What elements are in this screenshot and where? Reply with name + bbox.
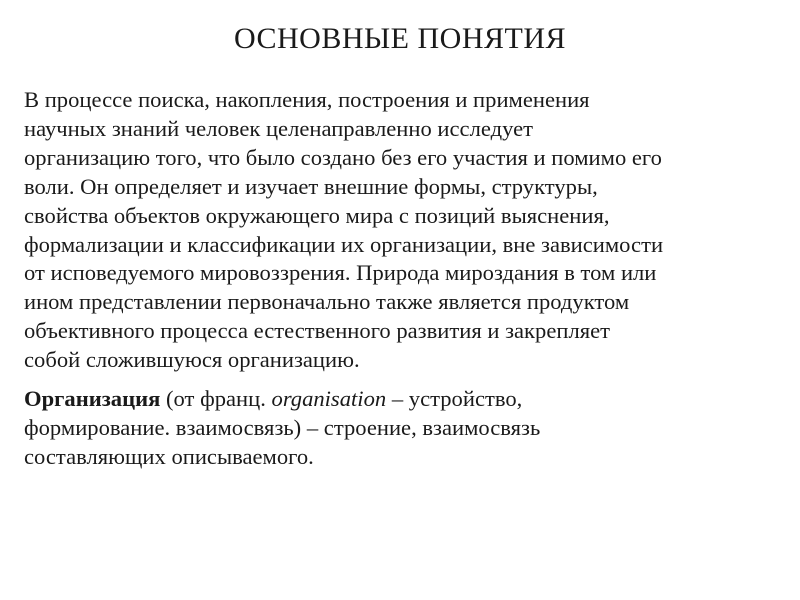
text-line: организацию того, что было создано без его участия и помимо его <box>24 144 662 170</box>
text-line: от исповедуемого мировоззрения. Природа мироздания в том или <box>24 260 657 286</box>
text-line: формализации и классификации их организации, вне зависимости <box>24 231 664 257</box>
foreign-word: organisation <box>271 386 387 412</box>
definition-line: формирование. взаимосвязь) – строение, взаимосвязь <box>24 414 541 440</box>
text-line: объективного процесса естественного развития и закрепляет <box>24 318 611 344</box>
text-line: ином представлении первоначально также является продуктом <box>24 289 630 315</box>
text-line: В процессе поиска, накопления, построения и применения <box>24 87 590 112</box>
text-line: воли. Он определяет и изучает внешние формы, структуры, <box>24 173 598 199</box>
text-line: собой сложившуюся организацию. <box>24 347 360 373</box>
defined-term: Организация <box>24 386 161 412</box>
paragraph-intro <box>24 86 782 375</box>
paragraph-definition <box>24 385 782 472</box>
text-line: научных знаний человек целенаправленно исследует <box>24 115 533 141</box>
slide-body <box>24 86 782 472</box>
definition-line: составляющих описываемого. <box>24 443 314 469</box>
text-line: свойства объектов окружающего мира с позиций выяснения, <box>24 202 610 228</box>
definition-text: – устройство, <box>386 386 523 412</box>
slide-title: ОСНОВНЫЕ ПОНЯТИЯ <box>233 22 567 55</box>
definition-line <box>24 385 782 414</box>
definition-text: (от франц. <box>160 386 272 412</box>
